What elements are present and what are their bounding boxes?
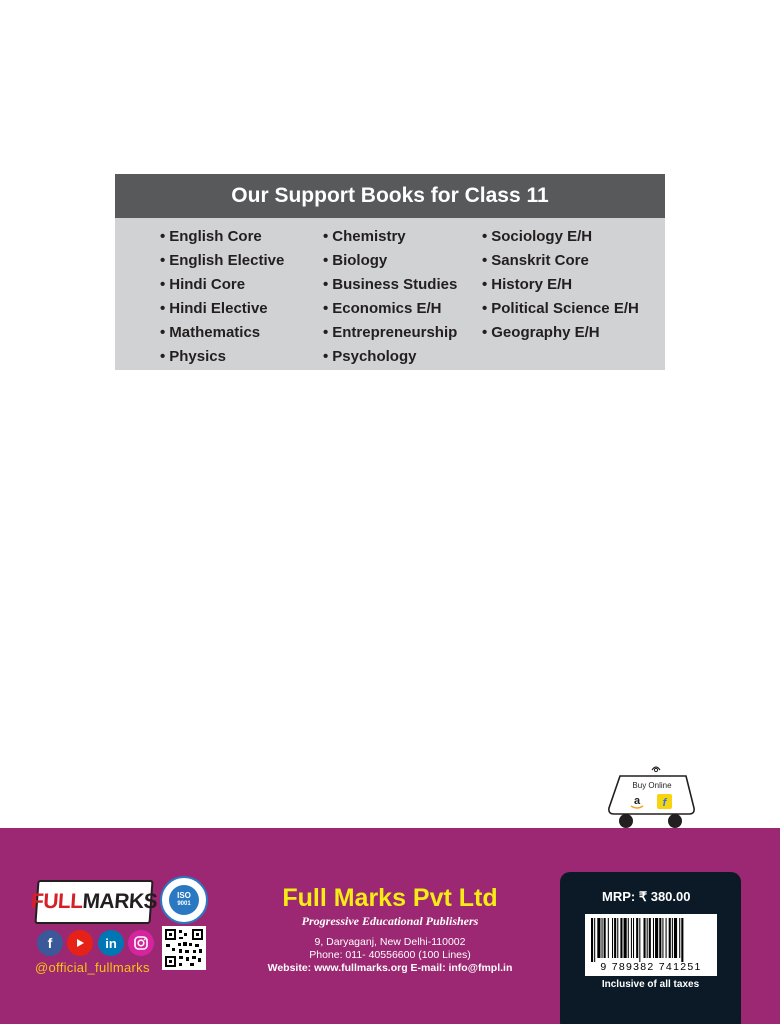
book-item: • Economics E/H <box>323 300 442 317</box>
support-books-header <box>115 174 665 218</box>
svg-text:a: a <box>633 795 641 807</box>
facebook-icon[interactable]: f <box>37 930 63 956</box>
company-name: Full Marks Pvt Ltd <box>282 884 498 912</box>
qr-code-icon <box>162 926 206 970</box>
support-books-title: Our Support Books for Class 11 <box>231 184 549 207</box>
buy-online-cart[interactable] <box>606 764 696 830</box>
mrp-price: MRP: ₹ 380.00 <box>602 889 691 904</box>
company-phone: Phone: 011- 40556600 (100 Lines) <box>309 949 471 961</box>
book-item: • Geography E/H <box>482 324 600 341</box>
book-item: • Entrepreneurship <box>323 324 458 341</box>
linkedin-icon[interactable]: in <box>98 930 124 956</box>
company-tagline: Progressive Educational Publishers <box>301 914 479 928</box>
books-column-3 <box>482 227 639 347</box>
book-item: • History E/H <box>482 276 573 293</box>
book-item: • Psychology <box>323 348 417 365</box>
book-item: • Business Studies <box>323 276 458 293</box>
instagram-icon[interactable] <box>128 930 154 956</box>
books-column-1 <box>160 227 284 371</box>
book-item: • Sociology E/H <box>482 228 593 245</box>
support-books-list <box>115 218 665 370</box>
youtube-icon[interactable] <box>67 930 93 956</box>
svg-text:f: f <box>662 797 667 809</box>
flipkart-icon <box>657 794 672 809</box>
book-item: • English Core <box>160 228 262 245</box>
isbn-number: 9 789382 741251 <box>600 961 702 973</box>
barcode-icon <box>585 914 717 962</box>
book-item: • Physics <box>160 348 226 365</box>
social-handle: @official_fullmarks <box>35 960 150 975</box>
iso-badge-icon: ISO 9001 <box>160 876 208 924</box>
company-web-email[interactable]: Website: www.fullmarks.org E-mail: info@fmpl.in <box>267 962 513 974</box>
tax-note: Inclusive of all taxes <box>601 979 700 990</box>
book-item: • Sanskrit Core <box>482 252 589 269</box>
shopping-cart-icon <box>606 764 696 830</box>
book-item: • Political Science E/H <box>482 300 639 317</box>
footer <box>0 828 780 1024</box>
book-item: • Mathematics <box>160 324 261 341</box>
book-item: • Hindi Core <box>160 276 246 293</box>
price-panel <box>560 872 741 1024</box>
book-item: • Hindi Elective <box>160 300 268 317</box>
books-column-2 <box>323 227 457 371</box>
book-item: • Chemistry <box>323 228 406 245</box>
barcode <box>585 914 717 976</box>
book-item: • English Elective <box>160 252 285 269</box>
support-books-box <box>115 174 665 370</box>
buy-online-label: Buy Online <box>632 781 672 790</box>
fullmarks-logo: FULLMARKS <box>34 880 153 924</box>
company-address: 9, Daryaganj, New Delhi-110002 <box>314 936 466 948</box>
book-item: • Biology <box>323 252 388 269</box>
